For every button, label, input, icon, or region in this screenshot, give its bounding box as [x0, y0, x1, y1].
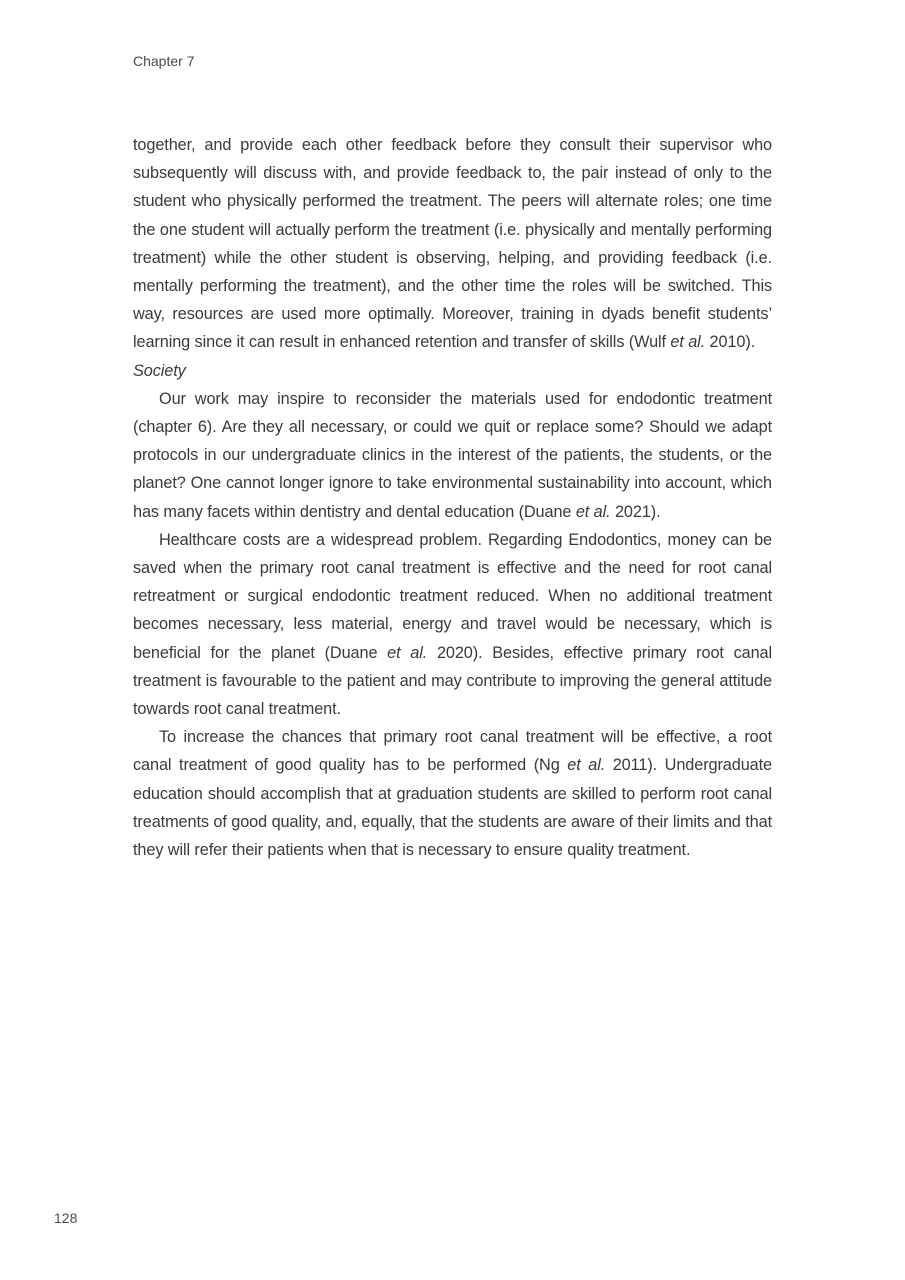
paragraph-text: 2020). Besides, effective primary root canal treatment is favourable to the patient and may contribute to improving the general attitude towards root canal treatment. — [133, 643, 773, 719]
body-text — [133, 131, 772, 864]
paragraph — [133, 385, 772, 526]
paragraph — [133, 526, 772, 723]
paragraph-text: Our work may inspire to reconsider the materials used for endodontic treatment (chapter 6). Are they all necessary, or could we quit or replace some? Should we adapt protocols in our undergraduate clinics in the interest of the patients, the students, or the planet? One cannot longer ignore to take environmental sustainability into account, which has many facets within dentistry and dental education (Duane — [133, 389, 772, 521]
paragraph-text: 2021). — [610, 502, 661, 521]
citation-et-al: et al. — [567, 756, 606, 775]
paragraph-text: Healthcare costs are a widespread problem. Regarding Endodontics, money can be saved when the primary root canal treatment is effective and the need for root canal retreatment or surgical endodontic treatment reduced. When no additional treatment becomes necessary, less material, energy and travel would be necessary, which is beneficial for the planet (Duane — [133, 530, 772, 662]
citation-et-al: et al. — [387, 643, 428, 662]
paragraph-text: 2010). — [705, 333, 756, 352]
paragraph-text: To increase the chances that primary root canal treatment will be effective, a root canal treatment of good quality has to be performed (Ng — [133, 728, 772, 775]
page-number: 128 — [54, 1210, 78, 1226]
paragraph-text: 2011). Undergraduate education should accomplish that at graduation students are skilled to perform root canal treatments of good quality, and, equally, that the students are aware of their limits and that they will refer their patients when that is necessary to ensure quality treatment. — [133, 756, 772, 860]
citation-et-al: et al. — [575, 502, 611, 521]
running-head: Chapter 7 — [133, 53, 195, 69]
paragraph — [133, 723, 772, 864]
section-heading: Society — [133, 361, 186, 380]
paragraph-text: together, and provide each other feedback before they consult their supervisor who subsequently will discuss with, and provide feedback to, the pair instead of only to the student who physically performed the treatment. The peers will alternate roles; one time the one student will actually perform the treatment (i.e. physically and mentally performing treatment) while the other student is observing, helping, and providing feedback (i.e. mentally performing the treatment), and the other time the roles will be switched. This way, resources are used more optimally. Moreover, training in dyads benefit students’ learning since it can result in enhanced retention and transfer of skills (Wulf — [133, 136, 772, 352]
citation-et-al: et al. — [670, 333, 706, 352]
paragraph — [133, 131, 772, 357]
